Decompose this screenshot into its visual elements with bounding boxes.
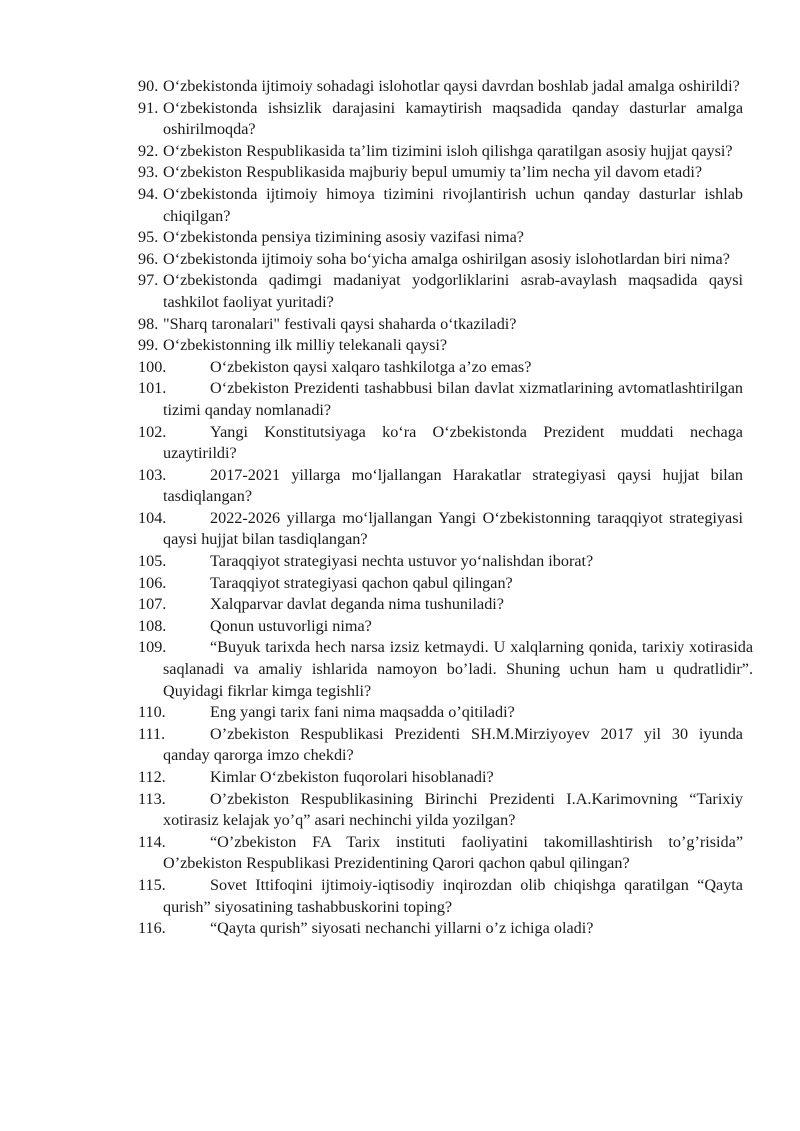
question-number: 97. [138,271,159,290]
question-item [138,184,743,227]
question-item [138,918,743,940]
question-text: “Buyuk tarixda hech narsa izsiz ketmaydi. U xalqlarning qonida, tarixiy xotirasida saqlanadi va amaliy ishlarida namoyon bo’ladi. Shuning uchun ham u qudratlidir”. Quyidagi fikrlar kimga tegishli? [163,638,753,700]
question-text: "Sharq taronalari" festivali qaysi shaharda o‘tkaziladi? [163,314,517,333]
question-number: 114. [138,832,166,851]
question-text: Qonun ustuvorligi nima? [210,616,372,635]
question-number: 104. [138,508,167,527]
question-number: 91. [138,98,159,117]
question-number: 112. [138,768,166,786]
question-text: Taraqqiyot strategiyasi nechta ustuvor yo‘nalishdan iborat? [210,552,594,571]
question-text: “O’zbekiston FA Tarix instituti faoliyatini takomillashtirish to’g’risida” O’zbekiston Respublikasi Prezidentining Qarori qachon qabul qilingan? [163,832,743,873]
question-text: O‘zbekistonda ijtimoiy sohadagi islohotlar qaysi davrdan boshlab jadal amalga oshirildi? [163,77,740,95]
question-item [138,270,743,313]
question-text: O‘zbekistonda pensiya tizimining asosiy vazifasi nima? [163,228,524,247]
question-number: 105. [138,552,167,571]
question-number: 93. [138,163,159,182]
question-text: O‘zbekiston qaysi xalqaro tashkilotga a’zo emas? [210,357,532,376]
question-item [138,357,743,379]
question-item [138,141,743,163]
question-number: 100. [138,357,167,376]
question-text: Xalqparvar davlat deganda nima tushuniladi? [210,595,504,614]
question-item [138,789,743,832]
question-text: Taraqqiyot strategiyasi qachon qabul qilingan? [210,573,513,592]
question-text: O‘zbekistonning ilk milliy telekanali qaysi? [163,336,448,355]
question-text: 2017-2021 yillarga mo‘ljallangan Harakatlar strategiyasi qaysi hujjat bilan tasdiqlangan? [163,465,743,506]
question-item [138,162,743,184]
question-item [138,573,743,595]
question-item [138,76,743,98]
question-number: 110. [138,703,166,722]
question-item [138,314,743,336]
question-item [138,616,743,638]
question-number: 96. [138,249,159,268]
question-number: 98. [138,314,159,333]
question-item [138,594,743,616]
question-number: 92. [138,141,159,160]
question-text: Sovet Ittifoqini ijtimoiy-iqtisodiy inqirozdan olib chiqishga qaratilgan “Qayta qurish” siyosatining tashabbuskorini toping? [163,875,743,916]
question-number: 116. [138,919,166,938]
question-number: 115. [138,875,166,894]
question-number: 95. [138,228,159,247]
question-text: O’zbekiston Respublikasi Prezidenti SH.M.Mirziyoyev 2017 yil 30 iyunda qanday qarorga imzo chekdi? [163,724,743,765]
question-text: O‘zbekistonda qadimgi madaniyat yodgorliklarini asrab-avaylash maqsadida qaysi tashkilot faoliyat yuritadi? [163,271,743,311]
question-number: 103. [138,465,167,484]
question-text: 2022-2026 yillarga mo‘ljallangan Yangi O‘zbekistonning taraqqiyot strategiyasi qaysi hujjat bilan tasdiqlangan? [163,508,743,549]
question-item [138,422,743,465]
question-text: O’zbekiston Respublikasining Birinchi Prezidenti I.A.Karimovning “Tarixiy xotirasiz kelajak yo’q” asari nechinchi yilda yozilgan? [163,789,743,830]
question-text: “Qayta qurish” siyosati nechanchi yillarni o’z ichiga oladi? [210,919,594,938]
question-text: O‘zbekiston Respublikasida majburiy bepul umumiy ta’lim necha yil davom etadi? [163,163,703,182]
question-item [138,875,743,918]
question-text: O‘zbekiston Respublikasida ta’lim tizimini isloh qilishga qaratilgan asosiy hujjat qaysi? [163,141,733,160]
question-number: 99. [138,336,159,355]
question-item [138,508,743,551]
question-number: 90. [138,77,159,95]
question-item [138,98,743,141]
question-text: O‘zbekiston Prezidenti tashabbusi bilan davlat xizmatlarining avtomatlashtirilgan tizimi qanday nomlanadi? [163,379,743,419]
question-item [138,378,743,421]
question-item [138,702,743,724]
question-item [138,335,743,357]
question-text: Eng yangi tarix fani nima maqsadda o’qitiladi? [210,703,515,722]
question-text: Yangi Konstitutsiyaga ko‘ra O‘zbekistonda Prezident muddati nechaga uzaytirildi? [163,422,743,463]
question-item [138,551,743,573]
question-list [138,76,753,940]
question-item [138,249,743,271]
question-number: 102. [138,422,167,441]
question-number: 111. [138,724,166,743]
question-number: 113. [138,789,166,808]
question-text: Kimlar O‘zbekiston fuqorolari hisoblanadi? [210,768,494,786]
question-item [138,724,743,767]
question-number: 108. [138,616,167,635]
question-item [138,637,753,702]
question-number: 94. [138,184,159,203]
question-number: 109. [138,638,167,657]
question-text: O‘zbekistonda ijtimoiy himoya tizimini rivojlantirish uchun qanday dasturlar ishlab chiqilgan? [163,184,743,225]
question-item [138,767,743,789]
question-item [138,227,743,249]
question-number: 106. [138,573,167,592]
question-text: O‘zbekistonda ishsizlik darajasini kamaytirish maqsadida qanday dasturlar amalga oshirilmoqda? [163,98,743,139]
question-item [138,465,743,508]
question-number: 107. [138,595,167,614]
question-text: O‘zbekistonda ijtimoiy soha bo‘yicha amalga oshirilgan asosiy islohotlardan biri nima? [163,249,730,268]
question-item [138,832,743,875]
question-number: 101. [138,379,167,398]
